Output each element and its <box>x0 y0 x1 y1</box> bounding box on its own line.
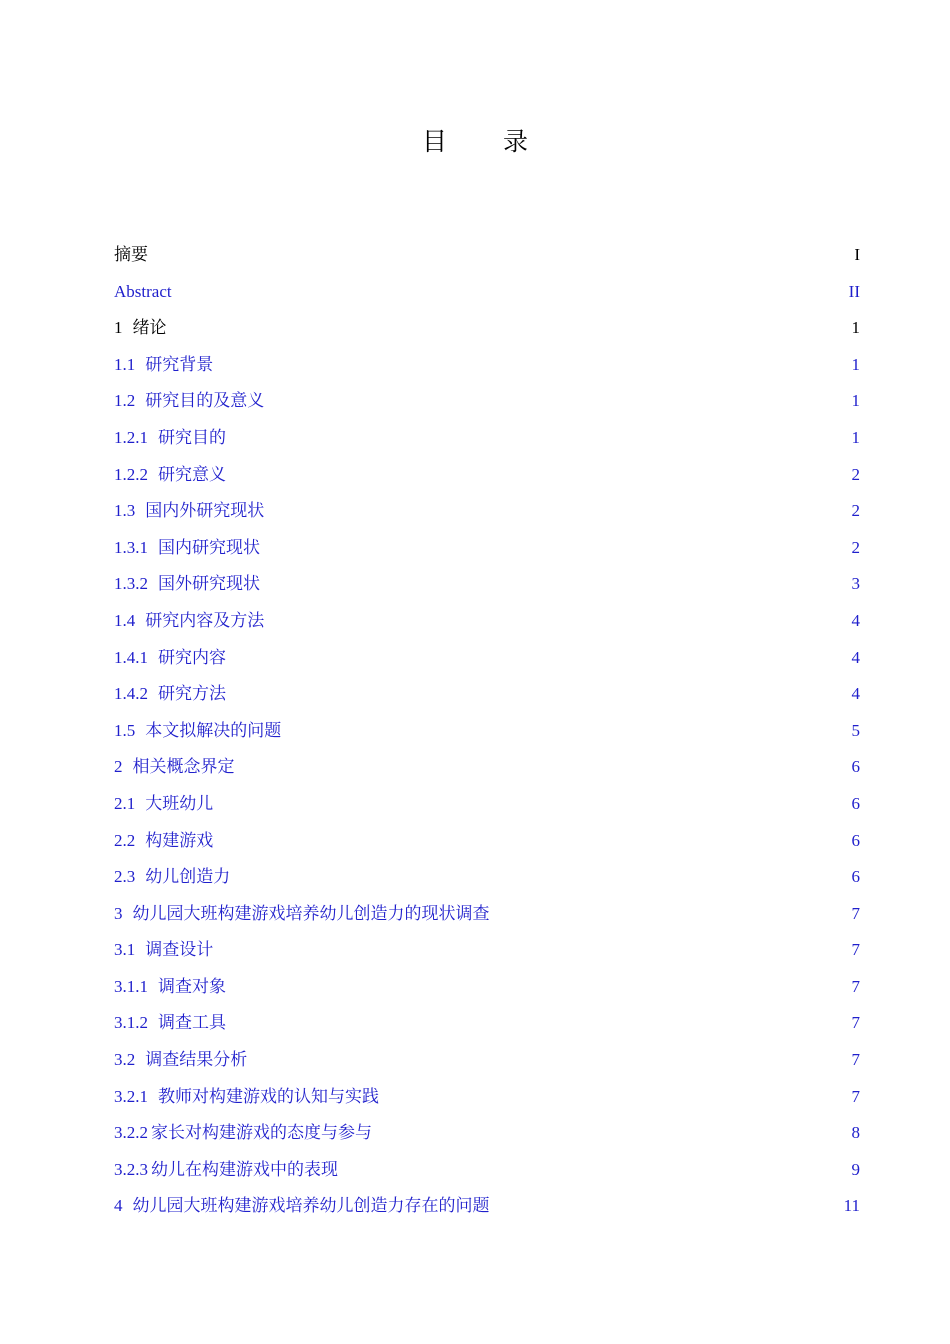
toc-entry-number: 2 <box>114 757 123 777</box>
toc-entry-page-number: 7 <box>851 903 860 923</box>
toc-entry-text: 绪论 <box>132 318 167 338</box>
toc-entry-number: 3 <box>114 903 123 923</box>
toc-entry-text: 相关概念界定 <box>132 757 235 777</box>
toc-entry-text: 幼儿园大班构建游戏培养幼儿创造力的现状调查 <box>132 903 490 923</box>
toc-entry[interactable] <box>114 786 860 823</box>
toc-entry-number: 2.3 <box>114 867 136 887</box>
toc-entry-label <box>114 1042 247 1079</box>
toc-entry[interactable] <box>114 859 860 896</box>
toc-entry-label <box>114 493 264 530</box>
dot-leader <box>491 918 851 919</box>
toc-entry-page-number: 2 <box>851 464 860 484</box>
toc-entry-page-number: 5 <box>851 720 860 740</box>
toc-entry-number: 1.1 <box>114 354 136 374</box>
dot-leader <box>227 991 851 992</box>
toc-entry-number: 2.2 <box>114 830 136 850</box>
dot-leader <box>168 332 851 333</box>
toc-entry-page-number: 1 <box>851 354 860 374</box>
toc-entry-text: 本文拟解决的问题 <box>145 720 282 740</box>
toc-entry[interactable] <box>114 493 860 530</box>
toc-entry-label <box>114 310 167 347</box>
toc-entry-text: 国内外研究现状 <box>145 501 265 521</box>
toc-entry[interactable] <box>114 420 860 457</box>
dot-leader <box>214 954 850 955</box>
toc-entry-label <box>114 1188 490 1225</box>
toc-entry-text: 调查设计 <box>145 940 214 960</box>
toc-entry-number: 1.3 <box>114 501 136 521</box>
toc-entry-page-number: 6 <box>851 867 860 887</box>
toc-entry-page-number: 2 <box>851 537 860 557</box>
toc-entry-text: 研究方法 <box>158 684 226 704</box>
toc-entry-label <box>114 969 226 1006</box>
toc-entry-number: 3.2.2 <box>114 1123 148 1143</box>
toc-list <box>114 237 860 1225</box>
toc-entry-page-number: 6 <box>851 793 860 813</box>
toc-entry[interactable] <box>114 237 860 274</box>
toc-entry-label <box>114 749 235 786</box>
dot-leader <box>265 515 850 516</box>
toc-entry[interactable] <box>114 823 860 860</box>
toc-entry-number: 3.1 <box>114 940 136 960</box>
toc-entry-text: 摘要 <box>114 245 148 264</box>
toc-entry-label <box>114 676 226 713</box>
toc-entry-page-number: I <box>854 245 860 264</box>
dot-leader <box>261 552 851 553</box>
dot-leader <box>380 1101 851 1102</box>
dot-leader <box>227 662 851 663</box>
toc-entry[interactable] <box>114 896 860 933</box>
dot-leader <box>373 1137 851 1138</box>
toc-entry-page-number: 7 <box>851 1013 860 1033</box>
toc-entry-label <box>114 1115 372 1152</box>
toc-entry-label <box>114 383 264 420</box>
toc-entry-page-number: 8 <box>851 1123 860 1143</box>
toc-entry-text: 幼儿创造力 <box>145 867 231 887</box>
toc-entry-text: 研究意义 <box>158 464 226 484</box>
toc-entry-label <box>114 1005 226 1042</box>
toc-entry-number: 1 <box>114 318 123 338</box>
toc-entry-label <box>114 713 281 750</box>
toc-entry[interactable] <box>114 457 860 494</box>
toc-entry-text: 国内研究现状 <box>158 537 260 557</box>
toc-entry[interactable] <box>114 274 860 311</box>
toc-entry-label <box>114 859 230 896</box>
toc-entry-text: 研究目的及意义 <box>145 391 265 411</box>
toc-entry-page-number: 6 <box>851 757 860 777</box>
toc-entry[interactable] <box>114 1079 860 1116</box>
dot-leader <box>227 442 851 443</box>
dot-leader <box>261 588 851 589</box>
toc-entry-text: 家长对构建游戏的态度与参与 <box>151 1123 372 1143</box>
dot-leader <box>214 845 850 846</box>
toc-entry-page-number: 7 <box>851 976 860 996</box>
toc-entry-text: 研究内容 <box>158 647 226 667</box>
toc-entry[interactable] <box>114 749 860 786</box>
dot-leader <box>231 881 850 882</box>
toc-entry-page-number: 7 <box>851 940 860 960</box>
page-title: 目 录 <box>422 127 552 156</box>
dot-leader <box>214 808 850 809</box>
toc-entry-label <box>114 786 213 823</box>
toc-entry[interactable] <box>114 640 860 677</box>
dot-leader <box>339 1174 851 1175</box>
dot-leader <box>214 369 850 370</box>
toc-entry-page-number: 7 <box>851 1050 860 1070</box>
toc-entry[interactable] <box>114 676 860 713</box>
toc-entry-text: 调查工具 <box>158 1013 226 1033</box>
dot-leader <box>265 405 850 406</box>
toc-entry-label <box>114 347 213 384</box>
toc-entry[interactable] <box>114 603 860 640</box>
toc-entry-page-number: 9 <box>851 1159 860 1179</box>
toc-entry-number: 1.3.2 <box>114 574 148 594</box>
toc-entry-text: 调查对象 <box>158 976 226 996</box>
toc-entry-text: Abstract <box>114 281 172 301</box>
toc-entry[interactable] <box>114 530 860 567</box>
toc-entry[interactable] <box>114 1115 860 1152</box>
toc-entry-text: 国外研究现状 <box>158 574 260 594</box>
toc-entry[interactable] <box>114 347 860 384</box>
toc-entry-label <box>114 932 213 969</box>
toc-entry-number: 3.2.1 <box>114 1086 148 1106</box>
toc-entry-label <box>114 566 260 603</box>
toc-entry-number: 1.2.2 <box>114 464 148 484</box>
toc-entry[interactable] <box>114 713 860 750</box>
toc-entry-number: 1.2 <box>114 391 136 411</box>
toc-entry-text: 幼儿园大班构建游戏培养幼儿创造力存在的问题 <box>132 1196 490 1216</box>
toc-entry-text: 教师对构建游戏的认知与实践 <box>158 1086 379 1106</box>
toc-entry-number: 1.4 <box>114 610 136 630</box>
toc-entry-page-number: 2 <box>851 501 860 521</box>
toc-entry-label <box>114 420 226 457</box>
toc-entry-number: 1.5 <box>114 720 136 740</box>
toc-entry-page-number: 11 <box>843 1196 860 1216</box>
toc-entry-page-number: 1 <box>851 391 860 411</box>
toc-entry-page-number: 4 <box>851 647 860 667</box>
toc-entry-page-number: 1 <box>851 427 860 447</box>
toc-entry-text: 研究内容及方法 <box>145 610 265 630</box>
toc-entry-number: 3.2 <box>114 1050 136 1070</box>
toc-entry-label <box>114 1152 338 1189</box>
toc-entry-label <box>114 603 264 640</box>
toc-entry-text: 研究目的 <box>158 427 226 447</box>
toc-entry[interactable] <box>114 310 860 347</box>
toc-entry-label <box>114 274 172 311</box>
dot-leader <box>149 259 853 260</box>
dot-leader <box>282 735 850 736</box>
toc-entry-number: 1.4.1 <box>114 647 148 667</box>
dot-leader <box>236 771 851 772</box>
dot-leader <box>265 625 850 626</box>
toc-entry-text: 幼儿在构建游戏中的表现 <box>151 1159 338 1179</box>
dot-leader <box>491 1210 843 1211</box>
toc-entry[interactable] <box>114 566 860 603</box>
toc-entry-number: 3.2.3 <box>114 1159 148 1179</box>
toc-entry-number: 3.1.2 <box>114 1013 148 1033</box>
toc-entry-page-number: 3 <box>851 574 860 594</box>
toc-entry-text: 大班幼儿 <box>145 793 214 813</box>
toc-entry-label <box>114 896 490 933</box>
toc-entry-label <box>114 640 226 677</box>
toc-entry[interactable] <box>114 1188 860 1225</box>
toc-entry-text: 构建游戏 <box>145 830 214 850</box>
toc-entry-number: 2.1 <box>114 793 136 813</box>
toc-entry-label <box>114 1079 379 1116</box>
toc-entry[interactable] <box>114 383 860 420</box>
dot-leader <box>227 1027 851 1028</box>
toc-entry-number: 1.3.1 <box>114 537 148 557</box>
toc-entry[interactable] <box>114 1152 860 1189</box>
toc-entry-label <box>114 530 260 567</box>
toc-entry-page-number: 4 <box>851 684 860 704</box>
toc-entry-label <box>114 823 213 860</box>
toc-entry-number: 4 <box>114 1196 123 1216</box>
toc-entry-number: 1.4.2 <box>114 684 148 704</box>
toc-entry-page-number: 6 <box>851 830 860 850</box>
toc-entry-text: 研究背景 <box>145 354 214 374</box>
toc-entry-page-number: 4 <box>851 610 860 630</box>
dot-leader <box>173 296 848 297</box>
dot-leader <box>227 479 851 480</box>
toc-entry-label <box>114 237 148 274</box>
dot-leader <box>248 1064 850 1065</box>
toc-entry[interactable] <box>114 969 860 1006</box>
dot-leader <box>227 698 851 699</box>
toc-entry[interactable] <box>114 1042 860 1079</box>
toc-entry-text: 调查结果分析 <box>145 1050 248 1070</box>
toc-entry[interactable] <box>114 1005 860 1042</box>
toc-entry-page-number: II <box>848 281 860 301</box>
toc-entry-label <box>114 457 226 494</box>
toc-entry[interactable] <box>114 932 860 969</box>
toc-entry-page-number: 7 <box>851 1086 860 1106</box>
toc-entry-number: 3.1.1 <box>114 976 148 996</box>
toc-entry-number: 1.2.1 <box>114 427 148 447</box>
toc-entry-page-number: 1 <box>851 318 860 338</box>
